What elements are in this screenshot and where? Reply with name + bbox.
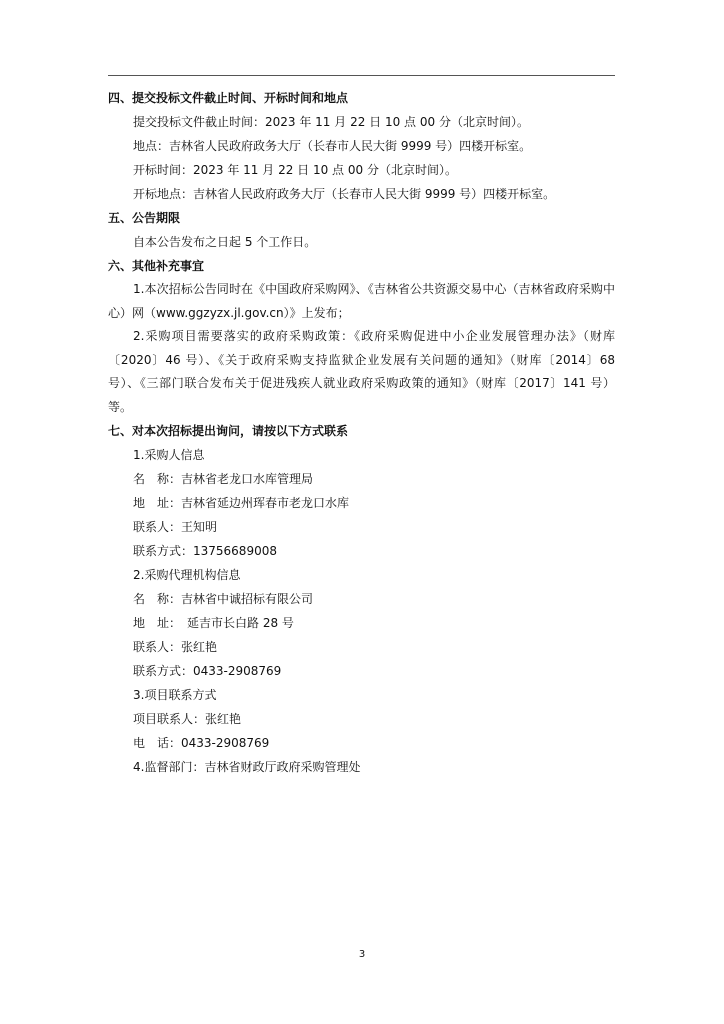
paragraph-line: 联系人：王知明 (133, 520, 218, 534)
paragraph-line: 名 称：吉林省老龙口水库管理局 (133, 472, 314, 486)
paragraph-line: 联系人：张红艳 (133, 640, 218, 654)
paragraph-line: 开标地点：吉林省人民政府政务大厅（长春市人民大街 9999 号）四楼开标室。 (133, 187, 556, 201)
paragraph-line: 3.项目联系方式 (133, 688, 217, 702)
section-heading: 七、对本次招标提出询问，请按以下方式联系 (108, 424, 349, 438)
paragraph-line: 联系方式：0433-2908769 (133, 664, 282, 678)
header-rule (108, 75, 615, 76)
paragraph-line: 联系方式：13756689008 (133, 544, 277, 558)
paragraph-line: 提交投标文件截止时间：2023 年 11 月 22 日 10 点 00 分（北京时间）。 (133, 115, 529, 129)
paragraph-line: 开标时间：2023 年 11 月 22 日 10 点 00 分（北京时间）。 (133, 163, 457, 177)
paragraph-line: 名 称：吉林省中诚招标有限公司 (133, 592, 314, 606)
paragraph-line: 1.采购人信息 (133, 448, 205, 462)
document-body (108, 86, 615, 779)
paragraph-line: 地点：吉林省人民政府政务大厅（长春市人民大街 9999 号）四楼开标室。 (133, 139, 532, 153)
paragraph: 2.采购项目需要落实的政府采购政策：《政府采购促进中小企业发展管理办法》（财库〔2020〕46 号）、《关于政府采购支持监狱企业发展有关问题的通知》（财库〔2014〕68 号）、《三部门联合发布关于促进残疾人就业政府采购政策的通知》（财库〔2017〕141 号）等。 (108, 329, 615, 414)
section-heading: 六、其他补充事宜 (108, 259, 205, 273)
paragraph: 1.本次招标公告同时在《中国政府采购网》、《吉林省公共资源交易中心（吉林省政府采购中心）网（www.ggzyzx.jl.gov.cn）》上发布； (108, 282, 615, 320)
paragraph-line: 地 址： 延吉市长白路 28 号 (133, 616, 294, 630)
paragraph-line: 电 话：0433-2908769 (133, 736, 270, 750)
paragraph-line: 自本公告发布之日起 5 个工作日。 (133, 235, 317, 249)
page-number: 3 (358, 949, 366, 960)
section-heading: 四、提交投标文件截止时间、开标时间和地点 (108, 91, 349, 105)
paragraph-line: 2.采购代理机构信息 (133, 568, 241, 582)
paragraph-line: 4.监督部门：吉林省财政厅政府采购管理处 (133, 760, 361, 774)
section-heading: 五、公告期限 (108, 211, 181, 225)
paragraph-line: 地 址：吉林省延边州珲春市老龙口水库 (133, 496, 350, 510)
paragraph-line: 项目联系人：张红艳 (133, 712, 242, 726)
